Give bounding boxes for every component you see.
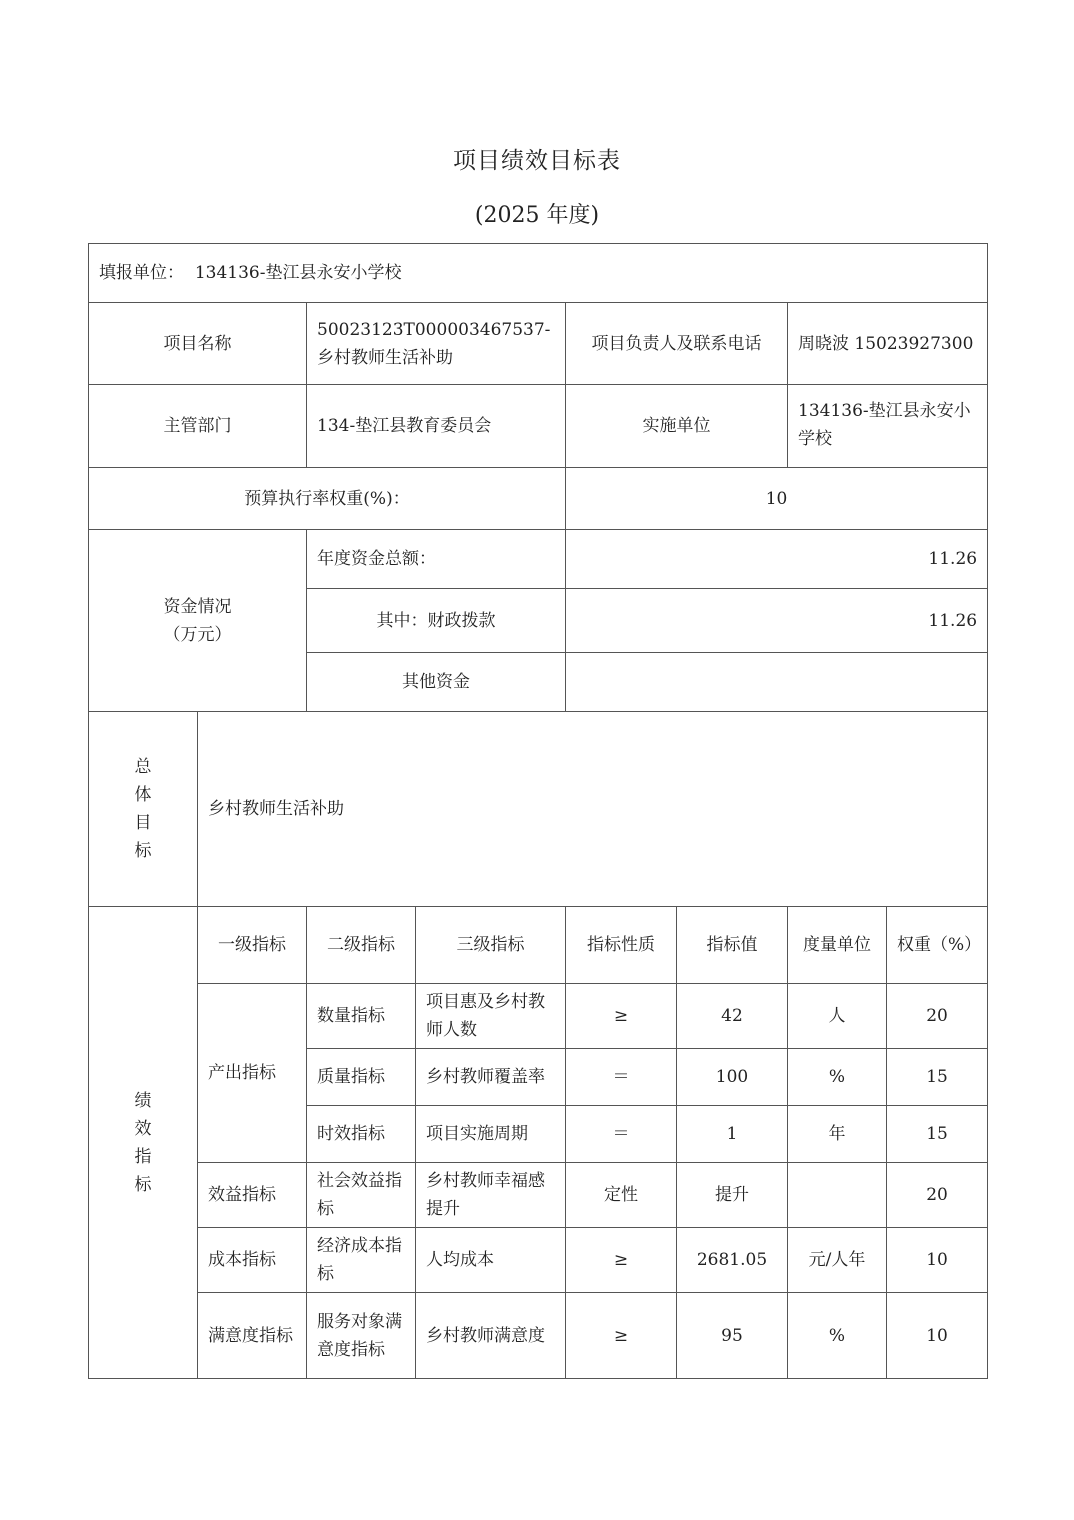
level2-cell: 时效指标 <box>307 1106 416 1163</box>
fill-unit-value: 134136-垫江县永安小学校 <box>194 263 402 283</box>
header-value: 指标值 <box>677 907 788 984</box>
value-cell: 42 <box>677 984 788 1049</box>
page-subtitle: (2025 年度) <box>474 203 600 228</box>
nature-cell: 定性 <box>566 1163 677 1228</box>
header-level2: 二级指标 <box>307 907 416 984</box>
level3-cell: 项目实施周期 <box>416 1106 566 1163</box>
value-cell: 1 <box>677 1106 788 1163</box>
budget-rate-value: 10 <box>566 468 988 530</box>
dept-label: 主管部门 <box>89 385 307 468</box>
value-cell: 2681.05 <box>677 1228 788 1293</box>
dept-value: 134-垫江县教育委员会 <box>307 385 566 468</box>
header-unit: 度量单位 <box>788 907 887 984</box>
funds-label-line1: 资金情况 <box>163 596 232 617</box>
funds-other-label: 其他资金 <box>307 653 566 712</box>
nature-cell: ≥ <box>566 984 677 1049</box>
funds-label <box>89 530 307 712</box>
fill-unit-cell <box>89 244 988 303</box>
impl-value: 134136-垫江县永安小学校 <box>788 385 988 468</box>
project-name-row <box>89 303 988 385</box>
unit-cell <box>788 1163 887 1228</box>
table-row <box>89 1163 988 1228</box>
budget-rate-label: 预算执行率权重(%)： <box>89 468 566 530</box>
performance-indicator-label: 绩 效 指 标 <box>89 907 198 1379</box>
table-row <box>89 984 988 1049</box>
level3-cell: 乡村教师覆盖率 <box>416 1049 566 1106</box>
header-level3: 三级指标 <box>416 907 566 984</box>
funds-fiscal-value: 11.26 <box>566 589 988 653</box>
level3-cell: 项目惠及乡村教师人数 <box>416 984 566 1049</box>
weight-cell: 15 <box>887 1106 988 1163</box>
funds-fiscal-label: 其中：财政拨款 <box>307 589 566 653</box>
level3-cell: 乡村教师满意度 <box>416 1293 566 1379</box>
fill-unit-row <box>89 244 988 303</box>
level2-cell: 服务对象满意度指标 <box>307 1293 416 1379</box>
unit-cell: % <box>788 1293 887 1379</box>
level2-cell: 社会效益指标 <box>307 1163 416 1228</box>
budget-rate-row <box>89 468 988 530</box>
table-row <box>89 1228 988 1293</box>
department-row <box>89 385 988 468</box>
project-name-value: 50023123T000003467537-乡村教师生活补助 <box>307 303 566 385</box>
nature-cell: ≥ <box>566 1228 677 1293</box>
value-cell: 提升 <box>677 1163 788 1228</box>
value-cell: 95 <box>677 1293 788 1379</box>
level1-cost: 成本指标 <box>198 1228 307 1293</box>
weight-cell: 10 <box>887 1228 988 1293</box>
page-title: 项目绩效目标表 <box>453 148 621 174</box>
unit-cell: 元/人年 <box>788 1228 887 1293</box>
impl-label: 实施单位 <box>566 385 788 468</box>
project-contact-label: 项目负责人及联系电话 <box>566 303 788 385</box>
nature-cell: ＝ <box>566 1106 677 1163</box>
level2-cell: 质量指标 <box>307 1049 416 1106</box>
fill-unit-label: 填报单位： <box>99 263 184 283</box>
performance-target-table <box>88 243 988 1379</box>
weight-cell: 20 <box>887 1163 988 1228</box>
overall-goal-row <box>89 712 988 907</box>
header-level1: 一级指标 <box>198 907 307 984</box>
unit-cell: 年 <box>788 1106 887 1163</box>
nature-cell: ≥ <box>566 1293 677 1379</box>
weight-cell: 20 <box>887 984 988 1049</box>
weight-cell: 15 <box>887 1049 988 1106</box>
funds-other-value <box>566 653 988 712</box>
level3-cell: 人均成本 <box>416 1228 566 1293</box>
unit-cell: 人 <box>788 984 887 1049</box>
level3-cell: 乡村教师幸福感提升 <box>416 1163 566 1228</box>
funds-total-row <box>89 530 988 589</box>
level1-satisfaction: 满意度指标 <box>198 1293 307 1379</box>
funds-label-line2: （万元） <box>163 624 232 645</box>
value-cell: 100 <box>677 1049 788 1106</box>
project-name-label: 项目名称 <box>89 303 307 385</box>
level2-cell: 数量指标 <box>307 984 416 1049</box>
header-weight: 权重（%） <box>887 907 988 984</box>
unit-cell: % <box>788 1049 887 1106</box>
nature-cell: ＝ <box>566 1049 677 1106</box>
indicator-header-row <box>89 907 988 984</box>
level1-output: 产出指标 <box>198 984 307 1163</box>
funds-total-label: 年度资金总额： <box>307 530 566 589</box>
table-row <box>89 1293 988 1379</box>
funds-total-value: 11.26 <box>566 530 988 589</box>
overall-goal-label: 总 体 目 标 <box>89 712 198 907</box>
weight-cell: 10 <box>887 1293 988 1379</box>
overall-goal-value: 乡村教师生活补助 <box>198 712 988 907</box>
level2-cell: 经济成本指标 <box>307 1228 416 1293</box>
level1-benefit: 效益指标 <box>198 1163 307 1228</box>
header-nature: 指标性质 <box>566 907 677 984</box>
project-contact-value: 周晓波 15023927300 <box>788 303 988 385</box>
